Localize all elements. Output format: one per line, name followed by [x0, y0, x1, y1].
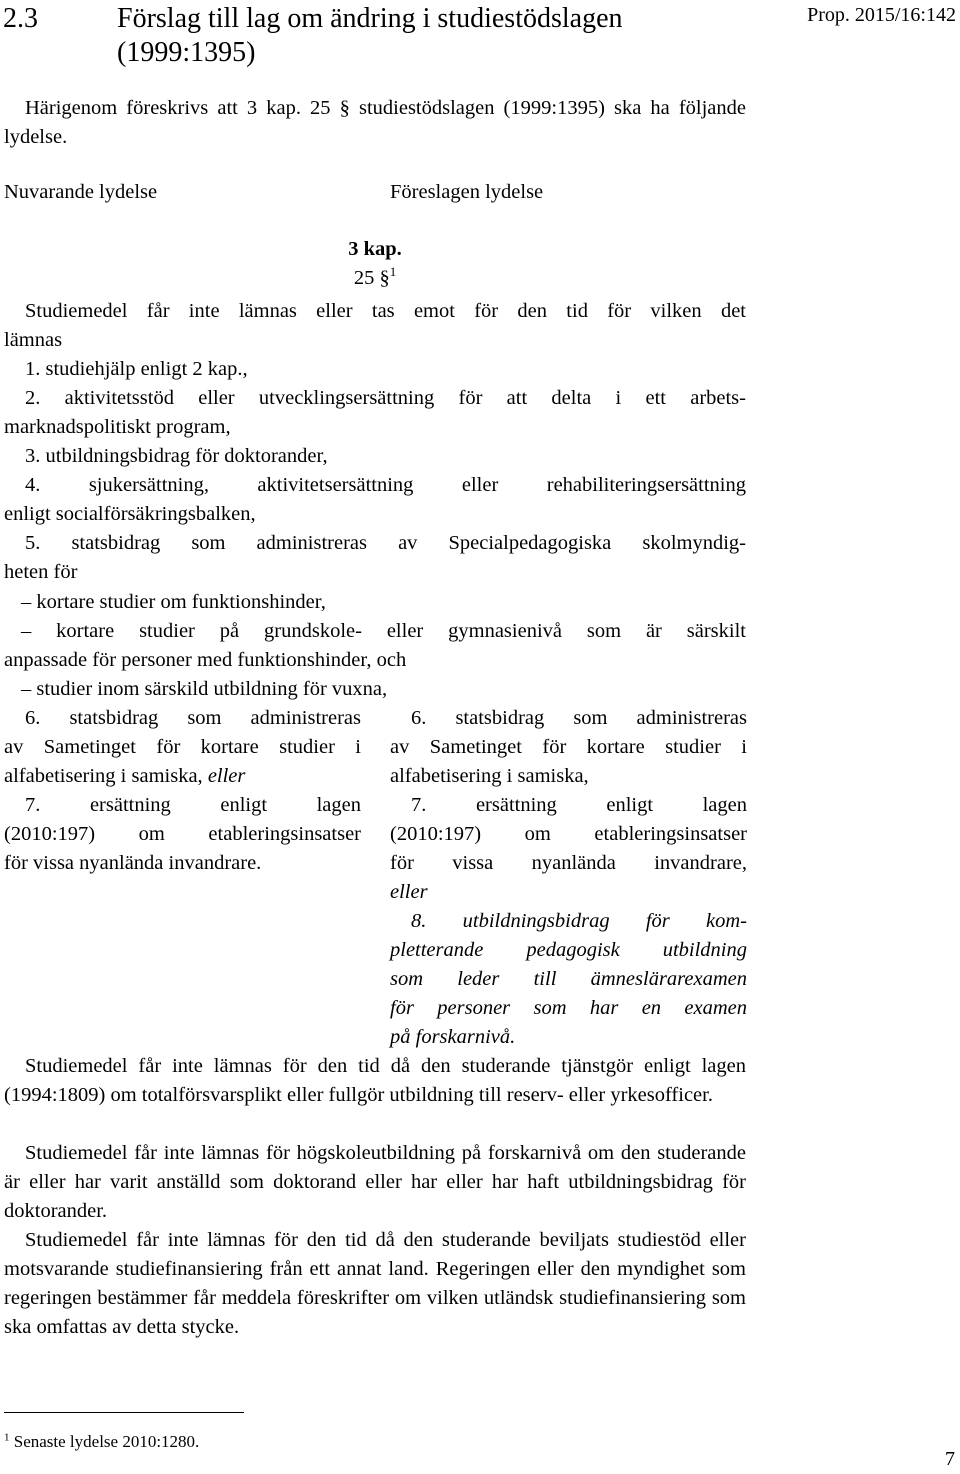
list-item-5: 5. statsbidrag som administreras av Specialpedagogiska skolmyndig-: [25, 532, 746, 554]
proposed-item-6-line: av Sametinget för kortare studier i: [390, 736, 747, 758]
dash-item-1: – kortare studier om funktionshinder,: [21, 591, 326, 613]
footnote: [4, 1432, 199, 1452]
proposed-item-7-eller: eller: [390, 881, 428, 903]
proposed-item-8-line: pletterande pedagogisk utbildning: [390, 939, 747, 961]
proposed-item-8-line: som leder till ämneslärarexamen: [390, 968, 747, 990]
current-item-6-end: [4, 762, 245, 791]
chapter-heading: 3 kap.: [348, 238, 402, 260]
paragraph-1: Studiemedel får inte lämnas för den tid då den studerande tjänstgör enligt lagen (1994:1809) om totalförsvarsplikt eller fullgör utbildning till reserv- eller yrkesofficer.: [4, 1055, 746, 1106]
list-item-2: 2. aktivitetsstöd eller utvecklingsersättning för att delta i ett arbets-: [25, 387, 746, 409]
proposed-item-8-end: på forskarnivå.: [390, 1026, 516, 1048]
dash-item-2: – kortare studier på grundskole- eller gymnasienivå som är särskilt: [21, 620, 746, 642]
proposed-item-8: 8. utbildningsbidrag för kom-: [411, 910, 747, 932]
body-line: Studiemedel får inte lämnas eller tas emot för den tid för vilken det: [25, 300, 746, 322]
current-item-7: 7. ersättning enligt lagen: [25, 794, 361, 816]
current-item-7-line: (2010:197) om etableringsinsatser: [4, 823, 361, 845]
proposed-item-8-line: för personer som har en examen: [390, 997, 747, 1019]
page-number: 7: [945, 1448, 955, 1470]
proposed-item-7-line: (2010:197) om etableringsinsatser: [390, 823, 747, 845]
list-item-2-cont: marknadspolitiskt program,: [4, 416, 231, 438]
current-item-7-end: för vissa nyanlända invandrare.: [4, 852, 262, 874]
list-item-3: 3. utbildningsbidrag för doktorander,: [25, 445, 328, 467]
current-item-6: 6. statsbidrag som administreras: [25, 707, 361, 729]
section-title: Förslag till lag om ändring i studiestödslagen (1999:1395): [117, 3, 623, 68]
proposed-item-7-line2: för vissa nyanlända invandrare,: [390, 852, 747, 874]
list-item-1: 1. studiehjälp enligt 2 kap.,: [25, 358, 248, 380]
proposed-item-6-end: alfabetisering i samiska,: [390, 765, 589, 787]
list-item-5-cont: heten för: [4, 561, 78, 583]
list-item-4-cont: enligt socialförsäkringsbalken,: [4, 503, 256, 525]
proposed-wording-label: Föreslagen lydelse: [390, 181, 544, 203]
current-wording-label: Nuvarande lydelse: [4, 181, 158, 203]
current-item-6-text: alfabetisering i samiska,: [4, 765, 203, 787]
dash-item-3: – studier inom särskild utbildning för vuxna,: [21, 678, 388, 700]
paragraph-2: Studiemedel får inte lämnas för högskoleutbildning på forskarnivå om den studerande är eller har varit anställd som doktorand eller har eller har haft utbildningsbidrag för doktorander.: [4, 1142, 746, 1222]
list-item-4: 4. sjukersättning, aktivitetsersättning eller rehabiliteringsersättning: [25, 474, 746, 496]
section-label: 25 §: [353, 267, 390, 289]
footnote-divider: [4, 1412, 244, 1413]
proposed-item-6: 6. statsbidrag som administreras: [411, 707, 747, 729]
current-item-6-line: av Sametinget för kortare studier i: [4, 736, 361, 758]
intro-text: Härigenom föreskrivs att 3 kap. 25 § studiestödslagen (1999:1395) ska ha följande lydelse.: [4, 97, 746, 148]
proposed-item-7: 7. ersättning enligt lagen: [411, 794, 747, 816]
footnote-mark: 1: [4, 1431, 10, 1444]
current-item-6-eller: eller: [207, 765, 246, 787]
section-footnote-mark: 1: [389, 264, 397, 280]
proposition-reference: Prop. 2015/16:142: [807, 4, 956, 26]
paragraph-3: Studiemedel får inte lämnas för den tid då den studerande beviljats studiestöd eller motsvarande studiefinansiering från ett annat land. Regeringen eller den myndighet som regeringen bestämmer får meddela föreskrifter om vilken utländsk studiefinansiering som ska omfattas av detta stycke.: [4, 1229, 746, 1338]
dash-item-2-cont: anpassade för personer med funktionshinder, och: [4, 649, 407, 671]
body-line: lämnas: [4, 329, 63, 351]
section-heading: [0, 264, 750, 290]
footnote-text: Senaste lydelse 2010:1280.: [13, 1432, 200, 1451]
section-number: 2.3: [3, 3, 38, 34]
